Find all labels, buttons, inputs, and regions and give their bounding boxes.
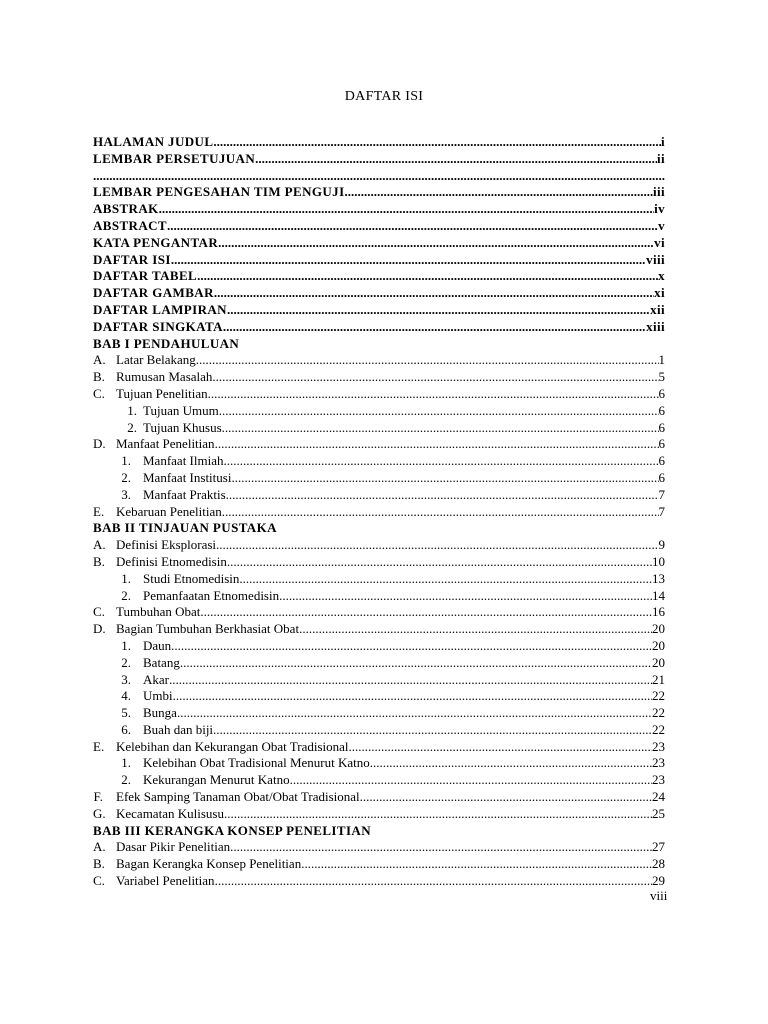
toc-entry[interactable] <box>93 789 665 806</box>
dot-leader <box>255 151 657 168</box>
dot-leader <box>226 487 659 504</box>
toc-entry-text: ABSTRACT <box>93 217 167 233</box>
dot-leader <box>222 504 659 521</box>
toc-marker: 3. <box>121 486 131 502</box>
toc-entry[interactable] <box>93 386 665 403</box>
dot-leader <box>200 604 652 621</box>
toc-entry-text: Akar <box>143 671 169 687</box>
toc-marker: C. <box>93 873 105 889</box>
toc-entry[interactable] <box>93 470 665 487</box>
toc-entry[interactable] <box>93 621 665 638</box>
toc-page-number: 29 <box>652 873 665 889</box>
toc-entry-text: Pemanfaatan Etnomedisin <box>143 587 280 603</box>
toc-entry[interactable] <box>93 571 665 588</box>
dot-leader <box>227 554 652 571</box>
toc-page-number: 6 <box>658 453 665 469</box>
toc-entry[interactable] <box>93 436 665 453</box>
toc-page-number: 22 <box>652 721 665 737</box>
toc-entry-text: HALAMAN JUDUL <box>93 134 214 149</box>
toc-page-number: 16 <box>652 604 665 620</box>
toc-marker: 1. <box>121 637 131 653</box>
toc-entry-text: Daun <box>143 637 172 653</box>
toc-heading[interactable] <box>93 268 665 285</box>
toc-marker: F. <box>93 789 103 805</box>
dot-leader <box>222 420 659 437</box>
dot-leader <box>230 839 652 856</box>
toc-entry[interactable] <box>93 537 665 554</box>
dot-leader <box>290 772 652 789</box>
dot-leader <box>171 252 646 269</box>
toc-entry[interactable] <box>93 856 665 873</box>
toc-marker: 2. <box>121 654 131 670</box>
toc-heading[interactable] <box>93 218 665 235</box>
toc-entry-text: BAB II TINJAUAN PUSTAKA <box>93 520 277 536</box>
toc-page-number: 22 <box>652 688 665 704</box>
toc-page-number: xiii <box>646 318 665 334</box>
toc-entry-text: DAFTAR GAMBAR <box>93 285 214 301</box>
toc-entry-text: Batang <box>143 654 180 670</box>
toc-entry-text: ABSTRAK <box>93 201 159 217</box>
toc-entry[interactable] <box>93 688 665 705</box>
toc-marker: 1. <box>127 402 137 418</box>
toc-entry-text: DAFTAR ISI <box>93 251 171 267</box>
toc-entry[interactable] <box>93 487 665 504</box>
toc-page-number: vi <box>654 234 665 250</box>
toc-page-number: 28 <box>652 856 665 872</box>
toc-page-number: 10 <box>652 553 665 569</box>
dot-leader <box>173 688 652 705</box>
dot-leader <box>213 722 652 739</box>
toc-heading[interactable] <box>93 235 665 252</box>
dot-leader <box>227 302 650 319</box>
toc-entry-text: Manfaat Praktis <box>143 486 226 502</box>
toc-entry[interactable] <box>93 604 665 621</box>
toc-entry-text: Tujuan Khusus <box>143 419 222 435</box>
toc-marker: E. <box>93 738 105 754</box>
toc-entry-text: Tumbuhan Obat <box>116 604 201 620</box>
dot-leader <box>223 319 646 336</box>
dot-leader <box>213 134 661 151</box>
toc-entry-text: Kecamatan Kulisusu <box>116 805 224 821</box>
dot-leader <box>197 268 658 285</box>
toc-entry[interactable] <box>93 722 665 739</box>
dot-leader <box>177 705 652 722</box>
toc-heading[interactable] <box>93 151 665 168</box>
toc-entry[interactable] <box>93 806 665 823</box>
toc-marker: E. <box>93 503 105 519</box>
toc-entry[interactable] <box>93 403 665 420</box>
toc-entry[interactable] <box>93 772 665 789</box>
toc-entry[interactable] <box>93 873 665 890</box>
toc-page-number: 20 <box>652 654 665 670</box>
page-title: DAFTAR ISI <box>344 89 424 104</box>
dot-leader <box>279 588 652 605</box>
toc-entry-text: BAB I PENDAHULUAN <box>93 335 240 351</box>
toc-marker: 2. <box>127 419 137 435</box>
toc-entry-text: Efek Samping Tanaman Obat/Obat Tradisional <box>116 789 360 805</box>
toc-entry[interactable] <box>93 420 665 437</box>
toc-heading[interactable] <box>93 520 665 537</box>
toc-page-number: 7 <box>658 503 665 519</box>
toc-page-number: iii <box>652 184 665 200</box>
toc-marker: 2. <box>121 469 131 485</box>
toc-entry[interactable] <box>93 638 665 655</box>
toc-entry[interactable] <box>93 369 665 386</box>
toc-heading[interactable] <box>93 134 665 151</box>
dot-leader <box>93 168 665 185</box>
toc-heading[interactable] <box>93 285 665 302</box>
dot-leader <box>360 789 652 806</box>
toc-page-number: 24 <box>652 789 665 805</box>
dot-leader <box>212 369 658 386</box>
dot-leader <box>216 537 658 554</box>
toc-marker: C. <box>93 385 105 401</box>
toc-entry-text: Kelebihan dan Kekurangan Obat Tradisional <box>116 738 349 754</box>
toc-marker: B. <box>93 856 105 872</box>
toc-entry-text: Bagan Kerangka Konsep Penelitian <box>116 856 302 872</box>
toc-entry-text: Manfaat Ilmiah <box>143 453 224 469</box>
toc-entry[interactable] <box>93 839 665 856</box>
toc-entry-text: Latar Belakang <box>116 352 196 368</box>
toc-page-number: v <box>658 217 665 233</box>
toc-entry[interactable] <box>93 755 665 772</box>
dot-leader <box>370 755 652 772</box>
dot-leader <box>239 571 652 588</box>
toc-page-number: 27 <box>652 839 665 855</box>
toc-page-number: 6 <box>658 469 665 485</box>
toc-page-number: 6 <box>658 436 665 452</box>
dot-leader <box>349 739 652 756</box>
dot-leader <box>169 672 652 689</box>
toc-entry[interactable] <box>93 554 665 571</box>
dot-leader <box>208 386 659 403</box>
toc-marker: 1. <box>121 453 131 469</box>
toc-page-number: 23 <box>652 772 665 788</box>
dot-leader <box>224 453 659 470</box>
toc-page-number: 9 <box>658 537 665 553</box>
toc-entry-text: LEMBAR PERSETUJUAN <box>93 150 256 166</box>
toc-heading[interactable] <box>93 252 665 269</box>
table-of-contents <box>93 134 665 890</box>
toc-page-number: iv <box>654 201 665 217</box>
toc-page-number: 20 <box>652 637 665 653</box>
toc-marker: B. <box>93 369 105 385</box>
toc-entry-text: Dasar Pikir Penelitian <box>116 839 231 855</box>
toc-marker: 5. <box>121 705 131 721</box>
dot-leader <box>218 235 654 252</box>
toc-entry-text: Buah dan biji <box>143 721 214 737</box>
toc-marker: D. <box>93 436 106 452</box>
toc-entry[interactable] <box>93 588 665 605</box>
toc-marker: C. <box>93 604 105 620</box>
toc-page-number: xii <box>650 301 665 317</box>
dot-leader <box>214 285 654 302</box>
toc-entry-text: Variabel Penelitian <box>116 873 215 889</box>
toc-marker: 2. <box>121 587 131 603</box>
toc-entry-text: Tujuan Penelitian <box>116 385 208 401</box>
toc-page-number: 7 <box>658 486 665 502</box>
toc-marker: 1. <box>121 755 131 771</box>
toc-entry-text: Manfaat Penelitian <box>116 436 215 452</box>
dot-leader <box>167 218 658 235</box>
toc-page-number: x <box>658 268 665 284</box>
toc-entry-text: Tujuan Umum <box>143 402 219 418</box>
toc-page-number: 23 <box>652 738 665 754</box>
dot-leader <box>180 655 652 672</box>
toc-page-number: 13 <box>652 570 665 586</box>
toc-entry[interactable] <box>93 739 665 756</box>
toc-page-number: 22 <box>652 705 665 721</box>
toc-marker: D. <box>93 621 106 637</box>
toc-marker: B. <box>93 553 105 569</box>
toc-marker: 6. <box>121 721 131 737</box>
toc-heading[interactable] <box>93 184 665 201</box>
toc-marker: 1. <box>121 570 131 586</box>
toc-entry-text: Definisi Eksplorasi <box>116 537 217 553</box>
toc-entry-text: DAFTAR SINGKATA <box>93 318 223 334</box>
toc-entry-text: Studi Etnomedisin <box>143 570 240 586</box>
toc-heading[interactable] <box>93 336 665 353</box>
toc-entry[interactable] <box>93 453 665 470</box>
toc-heading[interactable] <box>93 168 665 185</box>
toc-page-number: 6 <box>658 419 665 435</box>
dot-leader <box>171 638 652 655</box>
toc-entry-text: Kebaruan Penelitian <box>116 503 222 519</box>
toc-page-number: 5 <box>658 369 665 385</box>
toc-page-number: 20 <box>652 621 665 637</box>
toc-page-number: 14 <box>652 587 665 603</box>
toc-heading[interactable] <box>93 201 665 218</box>
toc-marker: A. <box>93 537 106 553</box>
toc-marker: A. <box>93 352 106 368</box>
toc-entry[interactable] <box>93 352 665 369</box>
dot-leader <box>159 201 654 218</box>
toc-entry-text: Umbi <box>143 688 173 704</box>
toc-entry-text: Kelebihan Obat Tradisional Menurut Katno <box>143 755 370 771</box>
toc-page-number: i <box>660 134 665 149</box>
toc-entry-text: LEMBAR PENGESAHAN TIM PENGUJI <box>93 184 345 200</box>
dot-leader <box>219 403 659 420</box>
toc-marker: G. <box>93 805 106 821</box>
toc-heading[interactable] <box>93 302 665 319</box>
dot-leader <box>301 856 652 873</box>
toc-heading[interactable] <box>93 319 665 336</box>
dot-leader <box>299 621 652 638</box>
toc-entry-text: BAB III KERANGKA KONSEP PENELITIAN <box>93 822 371 838</box>
dot-leader <box>196 352 659 369</box>
dot-leader <box>215 436 659 453</box>
toc-page-number: ii <box>656 150 665 166</box>
toc-marker: 4. <box>121 688 131 704</box>
toc-marker: 2. <box>121 772 131 788</box>
dot-leader <box>224 806 652 823</box>
toc-page-number: 6 <box>658 402 665 418</box>
toc-page-number: xi <box>654 285 665 301</box>
toc-page-number: viii <box>646 251 665 267</box>
toc-page-number: 21 <box>652 671 665 687</box>
toc-marker: 3. <box>121 671 131 687</box>
toc-entry-text: Bagian Tumbuhan Berkhasiat Obat <box>116 621 300 637</box>
toc-entry[interactable] <box>93 504 665 521</box>
toc-page-number: 23 <box>652 755 665 771</box>
toc-heading[interactable] <box>93 823 665 840</box>
dot-leader <box>215 873 652 890</box>
toc-page-number: 6 <box>658 385 665 401</box>
toc-entry-text: Kekurangan Menurut Katno <box>143 772 290 788</box>
toc-entry-text: Rumusan Masalah <box>116 369 213 385</box>
toc-entry-text: Manfaat Institusi <box>143 469 232 485</box>
toc-entry-text: DAFTAR LAMPIRAN <box>93 301 227 317</box>
toc-entry[interactable] <box>93 705 665 722</box>
toc-page-number: 1 <box>658 352 665 368</box>
dot-leader <box>345 184 653 201</box>
toc-entry-text: KATA PENGANTAR <box>93 234 219 250</box>
toc-marker: A. <box>93 839 106 855</box>
toc-entry-text: DAFTAR TABEL <box>93 268 198 284</box>
toc-entry-text: Bunga <box>143 705 177 721</box>
dot-leader <box>231 470 658 487</box>
toc-entry-text: Definisi Etnomedisin <box>116 553 227 569</box>
toc-entry[interactable] <box>93 655 665 672</box>
toc-page-number: 25 <box>652 805 665 821</box>
toc-entry[interactable] <box>93 672 665 689</box>
page-folio: viii <box>650 888 668 903</box>
